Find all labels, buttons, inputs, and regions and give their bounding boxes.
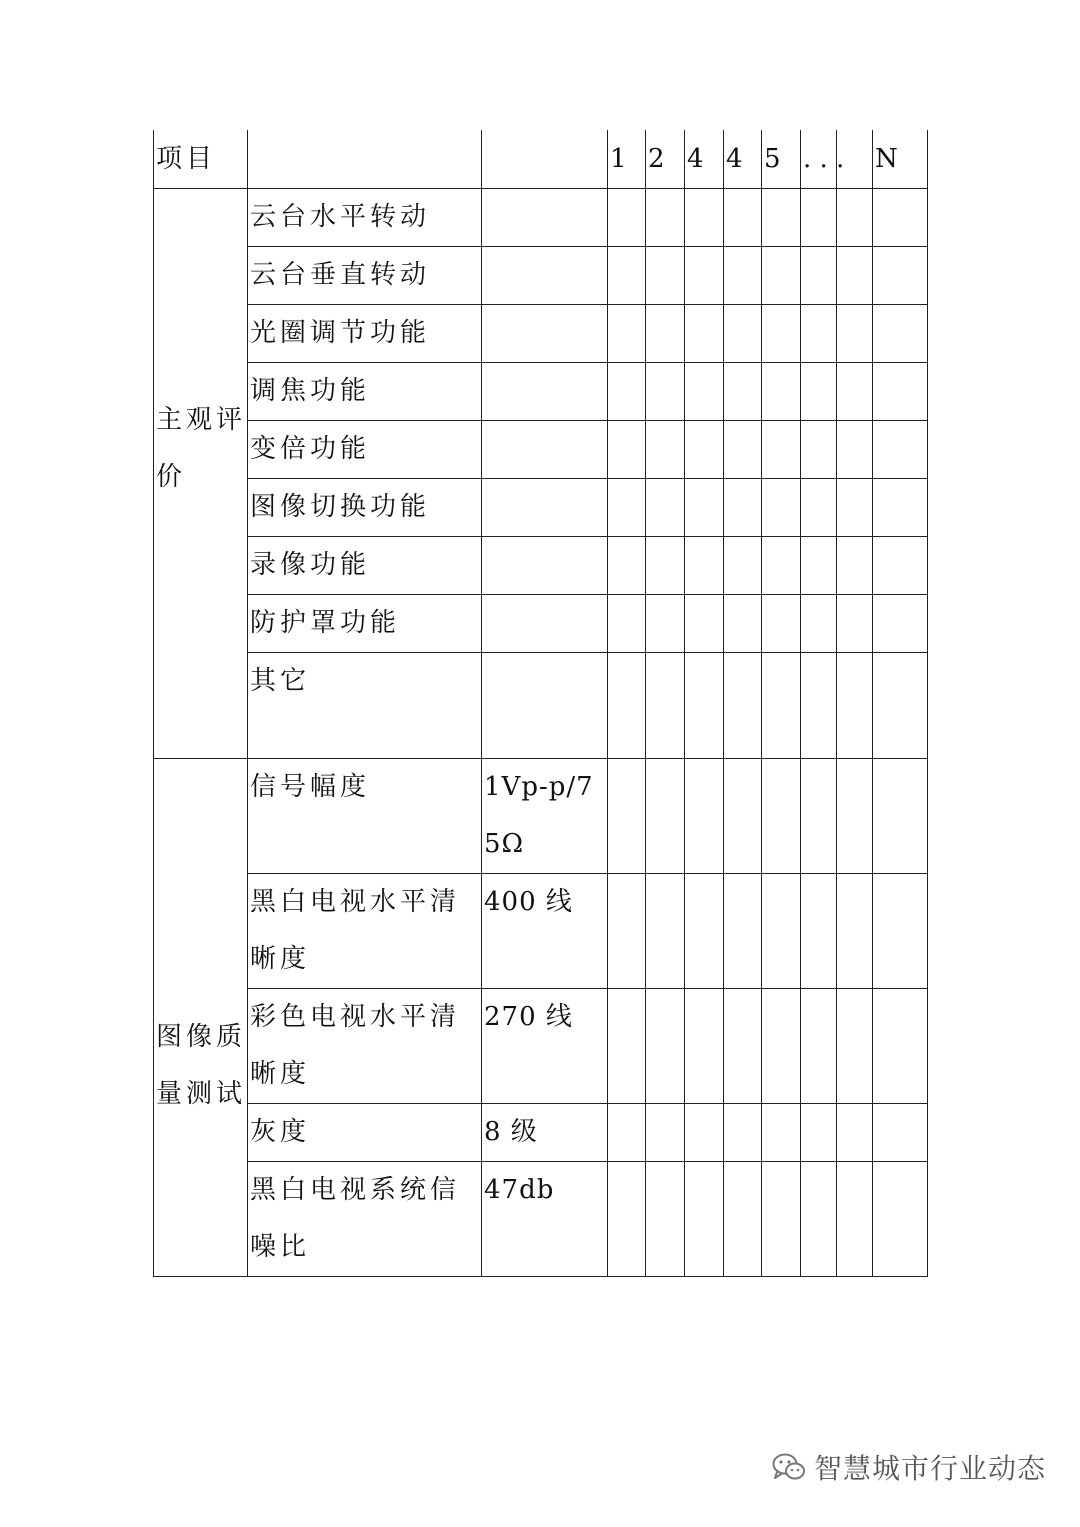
result-cell[interactable]: [685, 874, 724, 989]
item-label: 灰度: [250, 1117, 311, 1147]
standard-cell: [482, 537, 608, 595]
result-cell[interactable]: [608, 874, 646, 989]
result-cell[interactable]: [608, 421, 646, 479]
standard-value: 400 线: [484, 887, 573, 917]
result-cell[interactable]: [837, 653, 873, 759]
item-cell: [248, 537, 482, 595]
result-cell[interactable]: [873, 479, 928, 537]
result-cell[interactable]: [837, 1162, 873, 1277]
result-cell[interactable]: [685, 479, 724, 537]
item-cell: [248, 189, 482, 247]
result-cell[interactable]: [762, 305, 801, 363]
standard-cell: [482, 189, 608, 247]
result-cell[interactable]: [762, 363, 801, 421]
standard-value: 270 线: [484, 1002, 573, 1032]
result-cell[interactable]: [801, 874, 837, 989]
result-cell[interactable]: [837, 363, 873, 421]
result-cell[interactable]: [837, 305, 873, 363]
result-cell[interactable]: [646, 537, 685, 595]
result-cell[interactable]: [873, 874, 928, 989]
result-cell[interactable]: [837, 989, 873, 1104]
header-number-cell: [608, 130, 646, 189]
result-cell[interactable]: [608, 989, 646, 1104]
standard-cell: [482, 1162, 608, 1277]
result-cell[interactable]: [837, 479, 873, 537]
result-cell[interactable]: [762, 874, 801, 989]
result-cell[interactable]: [646, 759, 685, 874]
result-cell[interactable]: [801, 305, 837, 363]
header-number-cell: [724, 130, 762, 189]
result-cell[interactable]: [837, 874, 873, 989]
result-cell[interactable]: [646, 363, 685, 421]
standard-cell: [482, 421, 608, 479]
result-cell[interactable]: [762, 1162, 801, 1277]
item-label: 黑白电视水平清晰度: [250, 887, 461, 974]
inspection-table: [153, 130, 928, 1277]
item-cell: [248, 653, 482, 759]
result-cell[interactable]: [873, 653, 928, 759]
result-cell[interactable]: [685, 537, 724, 595]
result-cell[interactable]: [837, 537, 873, 595]
table-row: [154, 247, 928, 305]
result-cell[interactable]: [873, 595, 928, 653]
item-cell: [248, 1104, 482, 1162]
result-cell[interactable]: [873, 989, 928, 1104]
group-label-cell: [154, 759, 248, 1277]
standard-cell: [482, 759, 608, 874]
result-cell[interactable]: [646, 421, 685, 479]
item-cell: [248, 595, 482, 653]
result-cell[interactable]: [685, 653, 724, 759]
result-cell[interactable]: [801, 1162, 837, 1277]
item-label: 变倍功能: [250, 434, 371, 464]
item-label: 录像功能: [250, 550, 371, 580]
result-cell[interactable]: [724, 247, 762, 305]
result-cell[interactable]: [724, 1162, 762, 1277]
result-cell[interactable]: [837, 247, 873, 305]
header-item-label: 项目: [156, 144, 217, 174]
result-cell[interactable]: [685, 759, 724, 874]
result-cell[interactable]: [724, 759, 762, 874]
result-cell[interactable]: [762, 189, 801, 247]
header-blank-cell: [248, 130, 482, 189]
table-row: [154, 1104, 928, 1162]
header-number: 4: [726, 144, 743, 174]
standard-cell: [482, 874, 608, 989]
result-cell[interactable]: [646, 1162, 685, 1277]
result-cell[interactable]: [608, 759, 646, 874]
result-cell[interactable]: [762, 479, 801, 537]
result-cell[interactable]: [837, 1104, 873, 1162]
item-label: 调焦功能: [250, 376, 371, 406]
table-row: [154, 653, 928, 759]
standard-cell: [482, 595, 608, 653]
result-cell[interactable]: [608, 653, 646, 759]
result-cell[interactable]: [646, 595, 685, 653]
result-cell[interactable]: [873, 363, 928, 421]
item-cell: [248, 363, 482, 421]
header-number: 1: [610, 144, 627, 174]
header-blank-cell: [482, 130, 608, 189]
result-cell[interactable]: [873, 421, 928, 479]
result-cell[interactable]: [837, 421, 873, 479]
result-cell[interactable]: [801, 595, 837, 653]
result-cell[interactable]: [646, 989, 685, 1104]
result-cell[interactable]: [762, 421, 801, 479]
result-cell[interactable]: [608, 189, 646, 247]
header-row: [154, 130, 928, 189]
item-label: 彩色电视水平清晰度: [250, 1002, 461, 1089]
result-cell[interactable]: [837, 759, 873, 874]
result-cell[interactable]: [762, 595, 801, 653]
result-cell[interactable]: [608, 595, 646, 653]
standard-value: 8 级: [484, 1117, 538, 1147]
table-row: [154, 874, 928, 989]
result-cell[interactable]: [608, 247, 646, 305]
result-cell[interactable]: [801, 363, 837, 421]
item-label: 图像切换功能: [250, 492, 431, 522]
table-row: [154, 1162, 928, 1277]
table-row: [154, 363, 928, 421]
result-cell[interactable]: [685, 1104, 724, 1162]
standard-cell: [482, 479, 608, 537]
result-cell[interactable]: [685, 595, 724, 653]
result-cell[interactable]: [646, 247, 685, 305]
item-cell: [248, 247, 482, 305]
result-cell[interactable]: [873, 189, 928, 247]
table-row: [154, 989, 928, 1104]
item-cell: [248, 1162, 482, 1277]
result-cell[interactable]: [873, 247, 928, 305]
result-cell[interactable]: [724, 874, 762, 989]
result-cell[interactable]: [724, 189, 762, 247]
result-cell[interactable]: [608, 537, 646, 595]
result-cell[interactable]: [608, 479, 646, 537]
result-cell[interactable]: [646, 305, 685, 363]
table-row: [154, 479, 928, 537]
result-cell[interactable]: [762, 1104, 801, 1162]
result-cell[interactable]: [685, 189, 724, 247]
group-label: 主观评价: [156, 404, 247, 492]
result-cell[interactable]: [685, 989, 724, 1104]
item-label: 其它: [250, 666, 311, 696]
header-number-cell: [762, 130, 801, 189]
item-cell: [248, 479, 482, 537]
item-cell: [248, 874, 482, 989]
standard-cell: [482, 305, 608, 363]
group-label: 图像质量测试: [156, 1021, 247, 1109]
header-number-cell: [646, 130, 685, 189]
header-number-last: N: [875, 144, 898, 174]
item-label: 黑白电视系统信噪比: [250, 1175, 461, 1262]
result-cell[interactable]: [724, 421, 762, 479]
header-number-ellipsis: . . .: [803, 144, 845, 174]
result-cell[interactable]: [646, 653, 685, 759]
result-cell[interactable]: [801, 537, 837, 595]
result-cell[interactable]: [724, 653, 762, 759]
item-cell: [248, 305, 482, 363]
header-number-cell: [873, 130, 928, 189]
result-cell[interactable]: [801, 421, 837, 479]
standard-value: 1Vp-p/75Ω: [484, 772, 594, 859]
result-cell[interactable]: [724, 1104, 762, 1162]
header-number: 2: [648, 144, 665, 174]
result-cell[interactable]: [685, 1162, 724, 1277]
header-number: 5: [764, 144, 781, 174]
result-cell[interactable]: [646, 1104, 685, 1162]
result-cell[interactable]: [873, 1162, 928, 1277]
result-cell[interactable]: [608, 1162, 646, 1277]
result-cell[interactable]: [646, 479, 685, 537]
item-cell: [248, 421, 482, 479]
header-number: 4: [687, 144, 704, 174]
item-cell: [248, 989, 482, 1104]
standard-cell: [482, 363, 608, 421]
result-cell[interactable]: [762, 989, 801, 1104]
item-label: 信号幅度: [250, 772, 371, 802]
result-cell[interactable]: [801, 653, 837, 759]
result-cell[interactable]: [646, 874, 685, 989]
result-cell[interactable]: [685, 363, 724, 421]
standard-cell: [482, 247, 608, 305]
result-cell[interactable]: [801, 989, 837, 1104]
result-cell[interactable]: [724, 989, 762, 1104]
group-label-cell: [154, 189, 248, 759]
result-cell[interactable]: [608, 363, 646, 421]
item-label: 光圈调节功能: [250, 318, 431, 348]
result-cell[interactable]: [873, 1104, 928, 1162]
result-cell[interactable]: [646, 189, 685, 247]
result-cell[interactable]: [873, 759, 928, 874]
table-row: [154, 305, 928, 363]
result-cell[interactable]: [837, 595, 873, 653]
result-cell[interactable]: [724, 595, 762, 653]
item-label: 云台水平转动: [250, 202, 431, 232]
result-cell[interactable]: [724, 479, 762, 537]
table-row: [154, 537, 928, 595]
item-label: 防护罩功能: [250, 608, 401, 638]
item-label: 云台垂直转动: [250, 260, 431, 290]
result-cell[interactable]: [724, 305, 762, 363]
table-row: [154, 421, 928, 479]
table-row: [154, 759, 928, 874]
standard-value: 47db: [484, 1175, 555, 1205]
header-number-cell: [685, 130, 724, 189]
table-row: [154, 189, 928, 247]
result-cell[interactable]: [685, 421, 724, 479]
wechat-icon: [772, 1452, 806, 1482]
result-cell[interactable]: [685, 305, 724, 363]
result-cell[interactable]: [801, 189, 837, 247]
result-cell[interactable]: [801, 247, 837, 305]
result-cell[interactable]: [724, 363, 762, 421]
result-cell[interactable]: [608, 305, 646, 363]
result-cell[interactable]: [762, 537, 801, 595]
result-cell[interactable]: [762, 247, 801, 305]
result-cell[interactable]: [801, 1104, 837, 1162]
result-cell[interactable]: [724, 537, 762, 595]
header-number-cell: [801, 130, 845, 189]
table-row: [154, 595, 928, 653]
watermark: [772, 1447, 1046, 1487]
standard-cell: [482, 1104, 608, 1162]
result-cell[interactable]: [608, 1104, 646, 1162]
item-cell: [248, 759, 482, 874]
result-cell[interactable]: [873, 537, 928, 595]
standard-cell: [482, 989, 608, 1104]
result-cell[interactable]: [837, 189, 873, 247]
result-cell[interactable]: [801, 759, 837, 874]
result-cell[interactable]: [762, 759, 801, 874]
result-cell[interactable]: [873, 305, 928, 363]
standard-cell: [482, 653, 608, 759]
result-cell[interactable]: [685, 247, 724, 305]
watermark-text: 智慧城市行业动态: [813, 1452, 1046, 1485]
result-cell[interactable]: [801, 479, 837, 537]
result-cell[interactable]: [762, 653, 801, 759]
header-item-cell: [154, 130, 248, 189]
